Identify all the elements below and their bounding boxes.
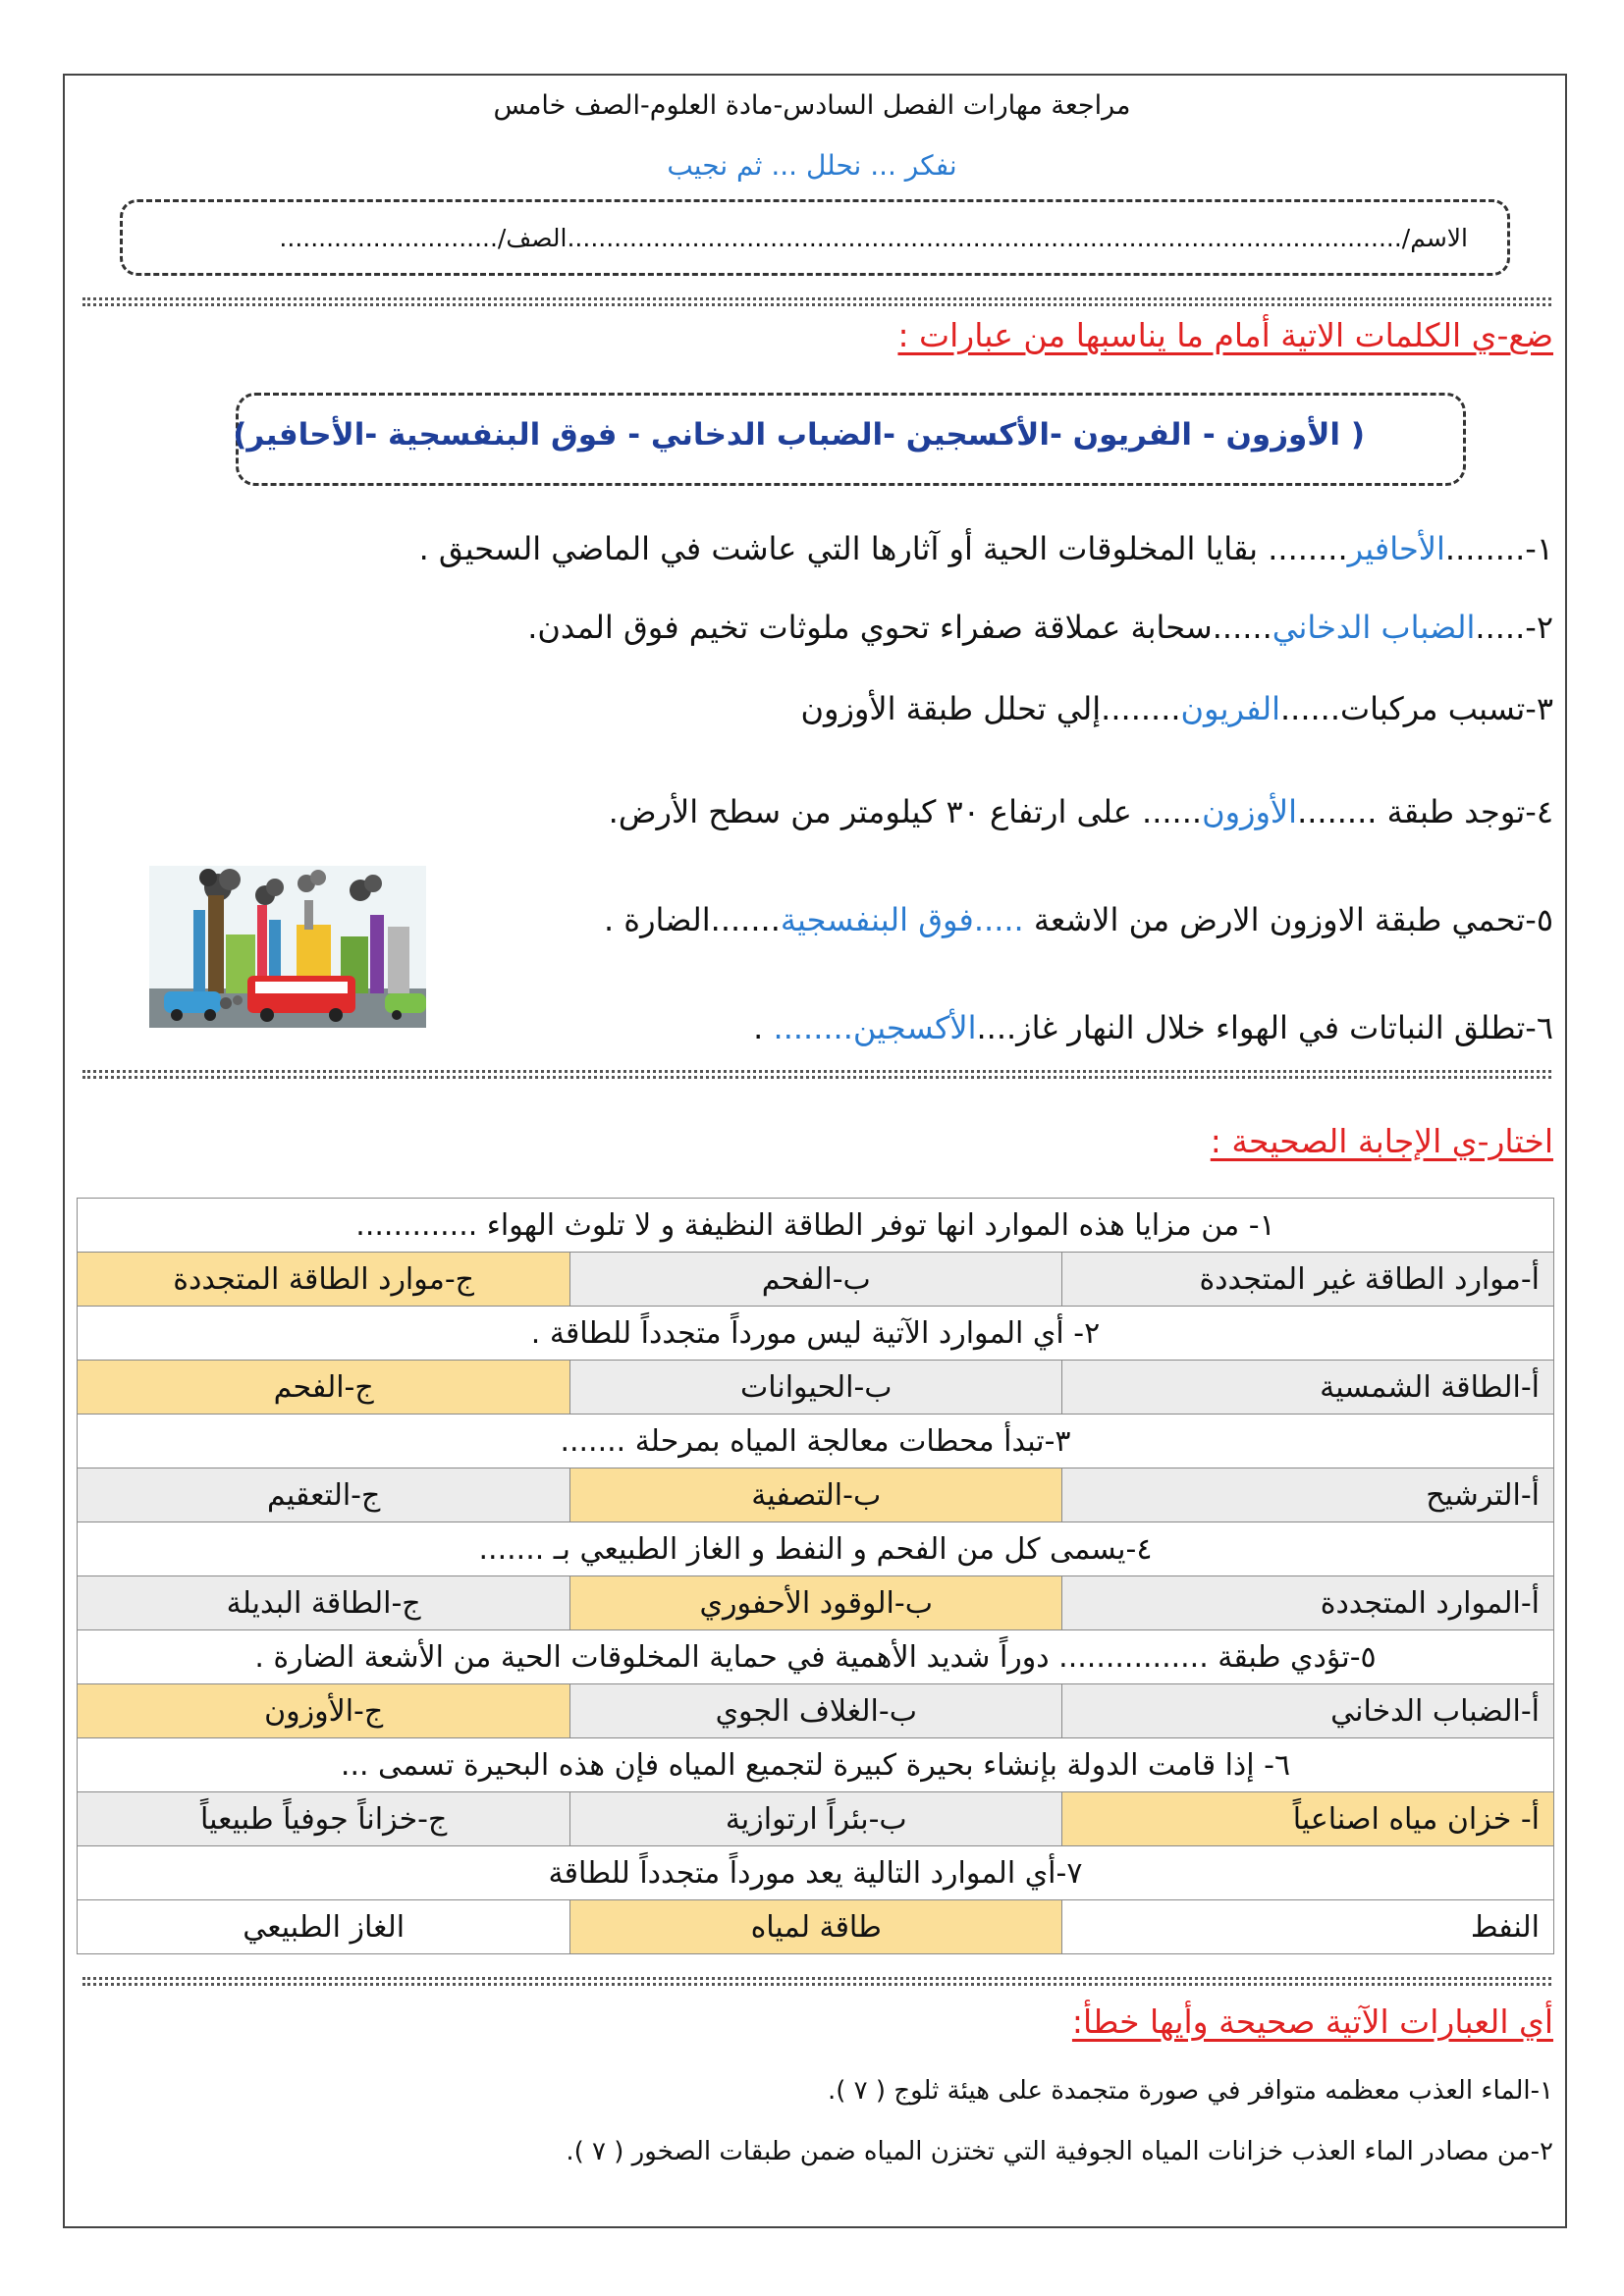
question-row <box>78 1738 1554 1792</box>
fill-answer[interactable]: الأحافير <box>1347 530 1445 567</box>
option-c[interactable]: ج-الأوزون <box>78 1684 570 1738</box>
section-divider <box>82 1983 1551 1986</box>
options-row <box>78 1576 1554 1630</box>
question-text: ٢- أي الموارد الآتية ليس مورداً متجدداً للطاقة . <box>78 1307 1554 1361</box>
worksheet-title: مراجعة مهارات الفصل السادس-مادة العلوم-الصف خامس <box>493 90 1131 121</box>
fill-answer[interactable]: الأوزون <box>1202 793 1298 830</box>
option-b[interactable]: ب-التصفية <box>570 1468 1062 1522</box>
section-divider <box>82 1076 1551 1079</box>
question-text: ٤-يسمى كل من الفحم و النفط و الغاز الطبيعي بـ ....... <box>78 1522 1554 1576</box>
student-name-class-box[interactable]: الاسم/...........................................................................................................الصف/............................ <box>120 199 1510 276</box>
fill-item-4: ٤-توجد طبقة ........الأوزون...... على ارتفاع ٣٠ كيلومتر من سطح الأرض. <box>608 793 1553 830</box>
word-bank: ( الأوزون - الفريون -الأكسجين -الضباب الدخاني - فوق البنفسجية -الأحافير) <box>236 393 1466 486</box>
option-a[interactable]: أ-الضباب الدخاني <box>1062 1684 1554 1738</box>
option-b[interactable]: ب-الحيوانات <box>570 1361 1062 1415</box>
fill-answer[interactable]: .....فوق البنفسجية <box>780 901 1024 938</box>
options-row <box>78 1253 1554 1307</box>
options-row <box>78 1468 1554 1522</box>
section-divider <box>82 303 1551 306</box>
section-divider <box>82 297 1551 300</box>
options-row <box>78 1684 1554 1738</box>
fill-answer[interactable]: الضباب الدخاني <box>1272 609 1476 646</box>
question-row <box>78 1846 1554 1900</box>
options-row <box>78 1361 1554 1415</box>
option-b[interactable]: ب-الوقود الأحفوري <box>570 1576 1062 1630</box>
option-a[interactable]: أ-الترشيح <box>1062 1468 1554 1522</box>
option-a[interactable]: النفط <box>1062 1900 1554 1954</box>
option-b[interactable]: ب-الفحم <box>570 1253 1062 1307</box>
option-b[interactable]: ب-الغلاف الجوي <box>570 1684 1062 1738</box>
fill-item-2: ٢-.....الضباب الدخاني......سحابة عملاقة صفراء تحوي ملوثات تخيم فوق المدن. <box>527 609 1553 646</box>
worksheet-motto: نفكر ... نحلل ... ثم نجيب <box>667 149 957 182</box>
true-false-item-1: ١-الماء العذب معظمه متوافر في صورة متجمدة على هيئة ثلوج ( ٧ ). <box>827 2076 1553 2106</box>
fill-answer[interactable]: الفريون <box>1180 690 1280 727</box>
section3-heading: أي العبارات الآتية صحيحة وأيها خطأ: <box>1071 2002 1553 2041</box>
question-text: ١- من مزايا هذه الموارد انها توفر الطاقة النظيفة و لا تلوث الهواء ............. <box>78 1199 1554 1253</box>
factory-pollution-illustration <box>149 866 426 1028</box>
option-b[interactable]: ب-بئراً ارتوازية <box>570 1792 1062 1846</box>
question-row <box>78 1415 1554 1468</box>
section-divider <box>82 1070 1551 1073</box>
option-c[interactable]: ج-الفحم <box>78 1361 570 1415</box>
option-a[interactable]: أ-موارد الطاقة غير المتجددة <box>1062 1253 1554 1307</box>
option-a[interactable]: أ- خزان مياه اصناعياً <box>1062 1792 1554 1846</box>
section1-heading: ضع-ي الكلمات الاتية أمام ما يناسبها من عبارات : <box>897 316 1553 354</box>
question-text: ٦- إذا قامت الدولة بإنشاء بحيرة كبيرة لتجميع المياه فإن هذه البحيرة تسمى ... <box>78 1738 1554 1792</box>
fill-item-6: ٦-تطلق النباتات في الهواء خلال النهار غاز....الأكسجين........ . <box>753 1009 1553 1046</box>
fill-item-1: ١-........الأحافير........ بقايا المخلوقات الحية أو آثارها التي عاشت في الماضي السحيق . <box>418 530 1553 567</box>
true-false-item-2: ٢-من مصادر الماء العذب خزانات المياه الجوفية التي تختزن المياه ضمن طبقات الصخور ( ٧ ). <box>566 2137 1553 2166</box>
option-b[interactable]: طاقة لمياه <box>570 1900 1062 1954</box>
question-text: ٣-تبدأ محطات معالجة المياه بمرحلة ....... <box>78 1415 1554 1468</box>
question-text: ٥-تؤدي طبقة ................ دوراً شديد الأهمية في حماية المخلوقات الحية من الأشعة الضارة . <box>78 1630 1554 1684</box>
option-c[interactable]: ج-خزاناً جوفياً طبيعياً <box>78 1792 570 1846</box>
multiple-choice-table <box>77 1198 1554 1954</box>
question-row <box>78 1199 1554 1253</box>
option-c[interactable]: ج-الطاقة البديلة <box>78 1576 570 1630</box>
option-c[interactable]: الغاز الطبيعي <box>78 1900 570 1954</box>
section-divider <box>82 1977 1551 1980</box>
section2-heading: اختار-ي الإجابة الصحيحة : <box>1210 1122 1553 1160</box>
option-c[interactable]: ج-التعقيم <box>78 1468 570 1522</box>
option-a[interactable]: أ-الطاقة الشمسية <box>1062 1361 1554 1415</box>
options-row <box>78 1900 1554 1954</box>
question-row <box>78 1307 1554 1361</box>
question-text: ٧-أي الموارد التالية يعد مورداً متجدداً للطاقة <box>78 1846 1554 1900</box>
question-row <box>78 1630 1554 1684</box>
option-c[interactable]: ج-موارد الطاقة المتجددة <box>78 1253 570 1307</box>
options-row <box>78 1792 1554 1846</box>
option-a[interactable]: أ-الموارد المتجددة <box>1062 1576 1554 1630</box>
fill-item-5: ٥-تحمي طبقة الاوزون الارض من الاشعة .....فوق البنفسجية.......الضارة . <box>603 901 1553 938</box>
fill-answer[interactable]: الأكسجين........ <box>773 1009 977 1046</box>
fill-item-3: ٣-تسبب مركبات......الفريون........إلي تحلل طبقة الأوزون <box>800 690 1553 727</box>
question-row <box>78 1522 1554 1576</box>
